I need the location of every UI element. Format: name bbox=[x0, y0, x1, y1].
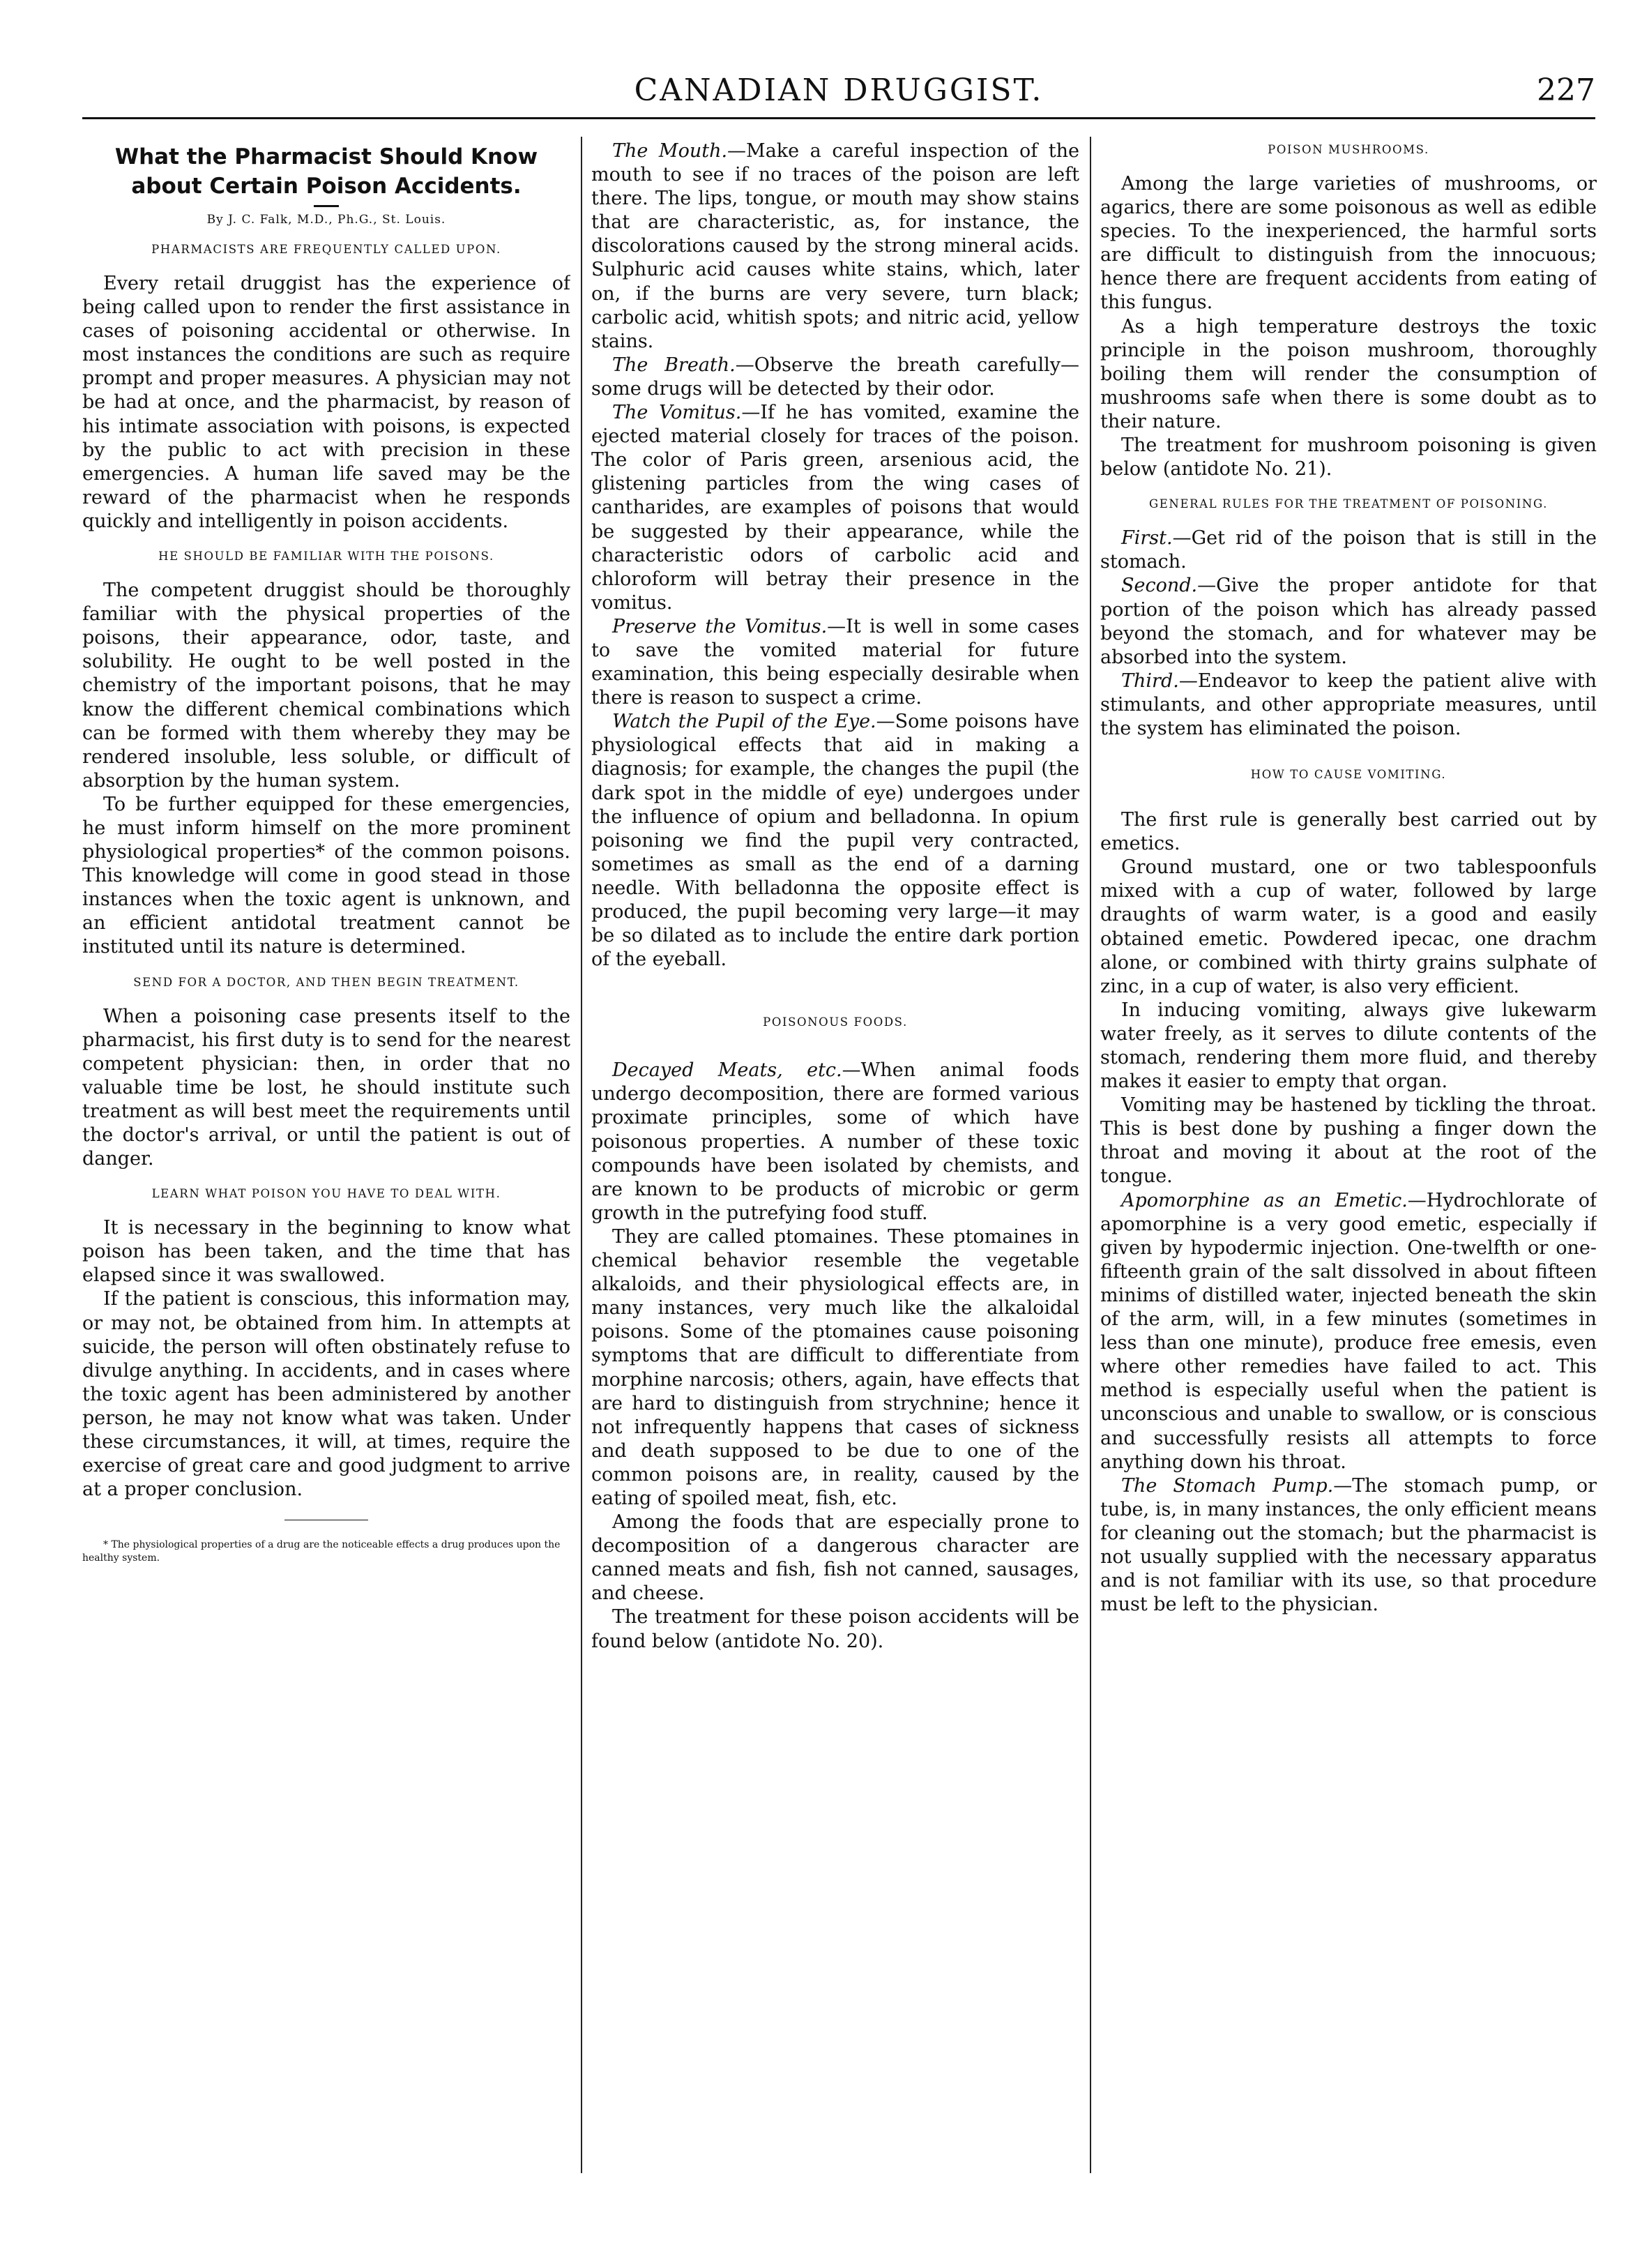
paragraph bbox=[591, 1059, 1079, 1225]
article-title-line-2: about Certain Poison Accidents. bbox=[131, 174, 522, 199]
section-heading: POISONOUS FOODS. bbox=[763, 1015, 908, 1029]
paragraph-lead: Apomorphine as an Emetic. bbox=[1121, 1189, 1408, 1211]
section-heading: POISON MUSHROOMS. bbox=[1268, 143, 1429, 156]
paragraph-text: —Make a careful inspection of the mouth to see if no traces of the poison are left there. The lips, tongue, or mouth may show stains that are characteristic, as, for instance, the discolorations caused by the strong mineral acids. Sulphuric acid causes white stains, which, later on, if the burns are very severe, turn black; carbolic acid, whitish spots; and nitric acid, yellow stains. bbox=[591, 140, 1079, 352]
running-head bbox=[82, 68, 1595, 112]
paragraph-text: —Observe the breath carefully—some drugs will be detected by their odor. bbox=[591, 354, 1079, 400]
paragraph: Vomiting may be hastened by tickling the throat. This is best done by pushing a finger down the throat and moving it about at the root of the tongue. bbox=[1100, 1094, 1597, 1188]
paragraph-text: —Hydrochlorate of apomorphine is a very good emetic, especially if given by hypodermic injection. One-twelfth or one-fifteenth grain of the salt dissolved in about fifteen minims of distilled water, injected beneath the skin of the arm, will, in a few minutes (sometimes in less than one minute), produce free emesis, even where other remedies have failed to act. This method is especially useful when the patient is unconscious and unable to swallow, or is conscious and successfully resists all attempts to force anything down his throat. bbox=[1100, 1189, 1597, 1473]
paragraph-text: —It is well in some cases to save the vomited material for future examination, this being especially desirable when there is reason to suspect a crime. bbox=[591, 615, 1079, 709]
paragraph bbox=[591, 710, 1079, 972]
paragraph bbox=[1100, 527, 1597, 574]
paragraph: To be further equipped for these emergencies, he must inform himself on the more prominent physiological properties* of the common poisons. This knowledge will come in good stead in those instances when the toxic agent is unknown, and an efficient antidotal treatment cannot be instituted until its nature is determined. bbox=[82, 793, 570, 958]
paragraph: As a high temperature destroys the toxic principle in the poison mushroom, thoroughly boiling them will render the consumption of mushrooms safe when there is some doubt as to their nature. bbox=[1100, 315, 1597, 432]
column-1 bbox=[82, 139, 570, 1565]
paragraph-lead: Watch the Pupil of the Eye. bbox=[612, 711, 876, 733]
section-heading: LEARN WHAT POISON YOU HAVE TO DEAL WITH. bbox=[151, 1187, 501, 1201]
header-rule bbox=[82, 117, 1595, 119]
column-rule-left bbox=[581, 137, 582, 2173]
paragraph: If the patient is conscious, this information may, or may not, be obtained from him. In attempts at suicide, the person will often obstinately refuse to divulge anything. In accidents, and in cases where the toxic agent has been administered by another person, he may not know what was taken. Under these circumstances, it will, at times, require the exercise of great care and good judgment to arrive at a proper conclusion. bbox=[82, 1288, 570, 1501]
section-heading: HOW TO CAUSE VOMITING. bbox=[1250, 768, 1447, 782]
byline: By J. C. Falk, M.D., Ph.G., St. Louis. bbox=[206, 213, 446, 227]
paragraph bbox=[591, 615, 1079, 710]
paragraph: It is necessary in the beginning to know what poison has been taken, and the time that has elapsed since it was swallowed. bbox=[82, 1217, 570, 1287]
section-heading: GENERAL RULES FOR THE TREATMENT OF POISONING. bbox=[1148, 497, 1548, 511]
section-heading: SEND FOR A DOCTOR, AND THEN BEGIN TREATMENT. bbox=[133, 975, 519, 989]
article-title-line-1: What the Pharmacist Should Know bbox=[114, 144, 538, 169]
paragraph bbox=[591, 401, 1079, 615]
paragraph-text: —When animal foods undergo decomposition, there are formed various proximate principles, some of which have poisonous properties. A number of these toxic compounds have been isolated by chemists, and are known to be products of microbic or germ growth in the putrefying food stuff. bbox=[591, 1059, 1079, 1224]
column-rule-right bbox=[1090, 137, 1091, 2173]
paragraph bbox=[591, 139, 1079, 354]
paragraph: When a poisoning case presents itself to the pharmacist, his first duty is to send for the nearest competent physician: then, in order that no valuable time be lost, he should institute such treatment as will best meet the requirements until the doctor's arrival, or until the patient is out of danger. bbox=[82, 1005, 570, 1170]
paragraph: Every retail druggist has the experience of being called upon to render the first assistance in cases of poisoning accidental or otherwise. In most instances the conditions are such as require prompt and proper measures. A physician may not be had at once, and the pharmacist, by reason of his intimate association with poisons, is expected by the public to act with precision in these emergencies. A human life saved may be the reward of the pharmacist when he responds quickly and intelligently in poison accidents. bbox=[82, 273, 570, 532]
page-number: 227 bbox=[1537, 73, 1595, 108]
paragraph-lead: The Mouth. bbox=[612, 140, 728, 162]
paragraph-lead: The Breath. bbox=[612, 354, 736, 376]
paragraph: The first rule is generally best carried out by emetics. bbox=[1100, 809, 1597, 855]
paragraph-text: —Get rid of the poison that is still in the stomach. bbox=[1100, 527, 1597, 573]
column-2 bbox=[591, 139, 1079, 1654]
paragraph-text: —The stomach pump, or tube, is, in many instances, the only efficient means for cleaning out the stomach; but the pharmacist is not usually supplied with the necessary apparatus and is not familiar with its use, so that procedure must be left to the physician. bbox=[1100, 1474, 1597, 1616]
section-heading: HE SHOULD BE FAMILIAR WITH THE POISONS. bbox=[158, 550, 494, 564]
paragraph bbox=[1100, 574, 1597, 669]
paragraph: Among the large varieties of mushrooms, or agarics, there are some poisonous as well as edible species. To the inexperienced, the harmful sorts are difficult to distinguish from the innocuous; hence there are frequent accidents from eating of this fungus. bbox=[1100, 173, 1597, 314]
paragraph: Among the foods that are especially prone to decomposition of a dangerous character are canned meats and fish, fish not canned, sausages, and cheese. bbox=[591, 1511, 1079, 1605]
paragraph-text: —Some poisons have physiological effects that aid in making a diagnosis; for example, the changes the pupil (the dark spot in the middle of eye) undergoes under the influence of opium and belladonna. In opium poisoning we find the pupil very contracted, sometimes as small as the end of a darning needle. With belladonna the opposite effect is produced, the pupil becoming very large—it may be so dilated as to include the entire dark portion of the eyeball. bbox=[591, 711, 1079, 971]
footnote: * The physiological properties of a drug are the noticeable effects a drug produces upon the healthy system. bbox=[82, 1539, 561, 1564]
journal-title: CANADIAN DRUGGIST. bbox=[634, 73, 1044, 108]
paragraph-lead: The Stomach Pump. bbox=[1121, 1474, 1334, 1497]
paragraph bbox=[1100, 1474, 1597, 1617]
section-heading: PHARMACISTS ARE FREQUENTLY CALLED UPON. bbox=[151, 243, 501, 256]
column-3 bbox=[1100, 139, 1597, 1617]
paragraph-lead: The Vomitus. bbox=[612, 402, 742, 424]
paragraph: In inducing vomiting, always give lukewarm water freely, as it serves to dilute contents of the stomach, rendering them more fluid, and thereby makes it easier to empty that organ. bbox=[1100, 999, 1597, 1093]
paragraph-lead: Preserve the Vomitus. bbox=[612, 615, 828, 637]
paragraph: The treatment for these poison accidents will be found below (antidote No. 20). bbox=[591, 1606, 1079, 1652]
paragraph-text: —Give the proper antidote for that portion of the poison which has already passed beyond the stomach, and for whatever may be absorbed into the system. bbox=[1100, 575, 1597, 668]
title-rule bbox=[314, 205, 339, 207]
paragraph-lead: Third. bbox=[1121, 670, 1179, 692]
paragraph-lead: Second. bbox=[1121, 575, 1198, 597]
paragraph: Ground mustard, one or two tablespoonfuls mixed with a cup of water, followed by large draughts of warm water, is a good and easily obtained emetic. Powdered ipecac, one drachm alone, or combined with thirty grains sulphate of zinc, in a cup of water, is also very efficient. bbox=[1100, 856, 1597, 997]
paragraph-text: —Endeavor to keep the patient alive with stimulants, and other appropriate measures, until the system has eliminated the poison. bbox=[1100, 670, 1597, 739]
paragraph: The competent druggist should be thoroughly familiar with the physical properties of the poisons, their appearance, odor, taste, and solubility. He ought to be well posted in the chemistry of the important poisons, that he may know the different chemical combinations which can be formed with them whereby they may be rendered insoluble, less soluble, or difficult of absorption by the human system. bbox=[82, 580, 570, 792]
paragraph bbox=[1100, 670, 1597, 741]
paragraph: They are called ptomaines. These ptomaines in chemical behavior resemble the vegetable alkaloids, and their physiological effects are, in many instances, very much like the alkaloidal poisons. Some of the ptomaines cause poisoning symptoms that are difficult to differentiate from morphine narcosis; others, again, have effects that are hard to distinguish from strychnine; hence it not infrequently happens that cases of sickness and death supposed to be due to one of the common poisons are, in reality, caused by the eating of spoiled meat, fish, etc. bbox=[591, 1225, 1079, 1509]
paragraph-text: —If he has vomited, examine the ejected material closely for traces of the poison. The color of Paris green, arsenious acid, the glistening particles from the wing cases of cantharides, are examples of poisons that would be suggested by their appearance, while the characteristic odors of carbolic acid and chloroform will betray their presence in the vomitus. bbox=[591, 402, 1079, 614]
article-title bbox=[82, 142, 570, 201]
paragraph-lead: Decayed Meats, etc. bbox=[612, 1059, 842, 1082]
paragraph: The treatment for mushroom poisoning is given below (antidote No. 21). bbox=[1100, 434, 1597, 481]
paragraph bbox=[591, 354, 1079, 401]
paragraph bbox=[1100, 1189, 1597, 1474]
paragraph-lead: First. bbox=[1121, 527, 1173, 550]
